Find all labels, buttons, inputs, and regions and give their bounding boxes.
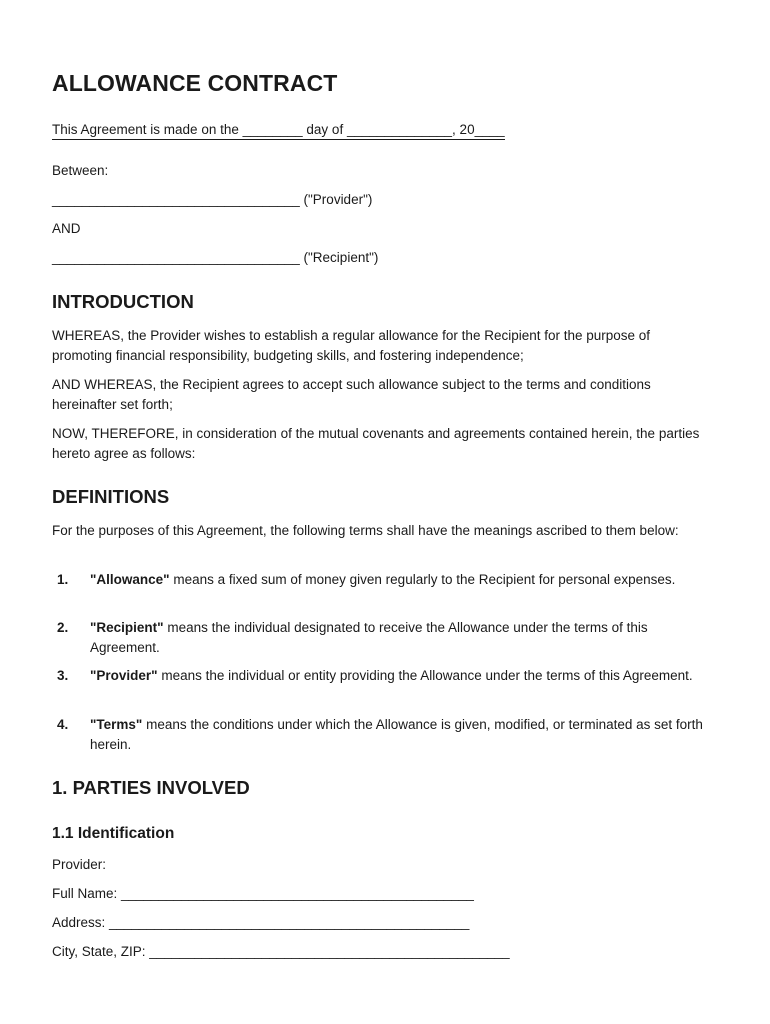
definition-text: means the conditions under which the Allowance is given, modified, or terminated as set forth herein. <box>90 717 703 752</box>
introduction-paragraph-2: AND WHEREAS, the Recipient agrees to accept such allowance subject to the terms and conditions hereinafter set forth; <box>52 377 651 412</box>
provider-line: _________________________________ ("Provider") <box>52 192 373 207</box>
agreement-date-line: This Agreement is made on the ________ day of ______________, 20____ <box>52 122 505 140</box>
definition-term: "Recipient" <box>90 620 164 635</box>
definition-item <box>52 570 718 590</box>
definition-item <box>52 666 718 686</box>
address-field: Address: ________________________________________________ <box>52 915 470 930</box>
document-title: ALLOWANCE CONTRACT <box>52 70 338 96</box>
definition-item <box>52 618 718 657</box>
introduction-paragraph-1: WHEREAS, the Provider wishes to establish a regular allowance for the Recipient for the purpose of promoting financial responsibility, budgeting skills, and fostering independence; <box>52 328 651 363</box>
recipient-line: _________________________________ ("Recipient") <box>52 250 379 265</box>
definition-term: "Terms" <box>90 717 143 732</box>
definition-term: "Allowance" <box>90 572 170 587</box>
between-label: Between: <box>52 163 109 178</box>
definition-number: 1. <box>57 572 69 587</box>
and-label: AND <box>52 221 81 236</box>
identification-subheading: 1.1 Identification <box>52 825 175 842</box>
definition-term: "Provider" <box>90 668 158 683</box>
provider-label: Provider: <box>52 857 107 872</box>
definition-number: 4. <box>57 717 69 732</box>
definition-text: means the individual designated to receive the Allowance under the terms of this Agreement. <box>90 620 648 655</box>
definition-text: means the individual or entity providing the Allowance under the terms of this Agreement. <box>157 668 693 683</box>
introduction-paragraph-3: NOW, THEREFORE, in consideration of the mutual covenants and agreements contained herein, the parties hereto agree as follows: <box>52 426 700 461</box>
definition-number: 2. <box>57 620 69 635</box>
definition-number: 3. <box>57 668 69 683</box>
parties-heading: 1. PARTIES INVOLVED <box>52 777 250 798</box>
city-state-zip-field: City, State, ZIP: ________________________________________________ <box>52 944 510 959</box>
full-name-field: Full Name: _______________________________________________ <box>52 886 474 901</box>
definition-text: means a fixed sum of money given regularly to the Recipient for personal expenses. <box>169 572 676 587</box>
definitions-heading: DEFINITIONS <box>52 486 170 507</box>
introduction-heading: INTRODUCTION <box>52 291 194 312</box>
definition-item <box>52 715 718 754</box>
definitions-intro: For the purposes of this Agreement, the following terms shall have the meanings ascribed to them below: <box>52 523 679 538</box>
